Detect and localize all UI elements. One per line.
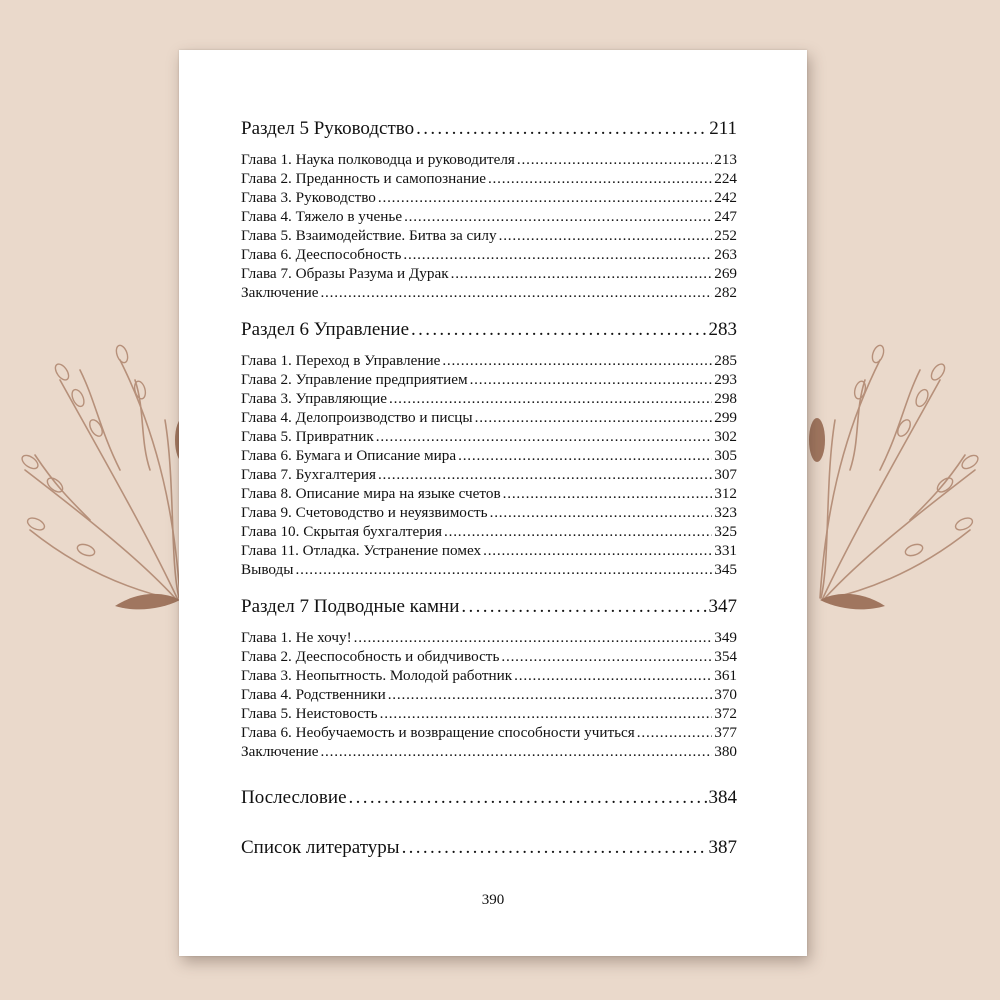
chapter-entry — [241, 647, 737, 666]
chapter-entry-title: Глава 5. Неистовость — [241, 705, 378, 722]
chapter-entry-page: 247 — [714, 208, 737, 225]
chapter-entry-page: 377 — [714, 724, 737, 741]
bibliography-entry-title: Список литературы — [241, 837, 400, 858]
chapter-entry-title: Глава 9. Счетоводство и неуязвимость — [241, 504, 488, 521]
chapter-entry — [241, 188, 737, 207]
dot-leader — [416, 116, 707, 142]
dot-leader — [376, 427, 712, 446]
chapter-entry-title: Глава 11. Отладка. Устранение помех — [241, 542, 482, 559]
chapter-entry-title: Заключение — [241, 284, 319, 301]
chapter-entry — [241, 522, 737, 541]
chapter-entry-title: Глава 7. Образы Разума и Дурак — [241, 265, 449, 282]
chapter-entry-page: 323 — [714, 504, 737, 521]
chapter-entry-title: Глава 2. Дееспособность и обидчивость — [241, 648, 500, 665]
chapter-entry — [241, 446, 737, 465]
chapter-entry-title: Глава 10. Скрытая бухгалтерия — [241, 523, 443, 540]
chapter-entry-page: 305 — [714, 447, 737, 464]
chapter-entry-title: Глава 7. Бухгалтерия — [241, 466, 376, 483]
section-heading-page: 283 — [708, 319, 737, 340]
dot-leader — [442, 351, 712, 370]
section-heading-page: 211 — [709, 118, 737, 139]
chapter-entry-title: Глава 5. Взаимодействие. Битва за силу — [241, 227, 497, 244]
chapter-entry-page: 252 — [714, 227, 737, 244]
bibliography-entry — [241, 835, 737, 861]
dot-leader — [389, 389, 712, 408]
chapter-entry — [241, 685, 737, 704]
chapter-entry-title: Заключение — [241, 743, 319, 760]
chapter-entry-page: 242 — [714, 189, 737, 206]
dot-leader — [296, 560, 713, 579]
dot-leader — [517, 150, 712, 169]
page-number: 390 — [481, 892, 505, 908]
chapter-entry-title: Глава 3. Неопытность. Молодой работник — [241, 667, 513, 684]
chapter-entry-page: 263 — [714, 246, 737, 263]
book-page — [179, 50, 807, 956]
chapter-entry — [241, 541, 737, 560]
chapter-entry — [241, 427, 737, 446]
afterword-entry-title: Послесловие — [241, 787, 347, 808]
dot-leader — [411, 317, 706, 343]
dot-leader — [483, 541, 712, 560]
dot-leader — [637, 723, 712, 742]
chapter-entry-title: Глава 8. Описание мира на языке счетов — [241, 485, 501, 502]
chapter-entry-title: Глава 1. Переход в Управление — [241, 352, 441, 369]
chapter-entry-title: Глава 4. Делопроизводство и писцы — [241, 409, 473, 426]
chapter-entry — [241, 283, 737, 302]
section-heading-title: Раздел 5 Руководство — [241, 118, 415, 139]
chapter-entry-title: Глава 5. Привратник — [241, 428, 374, 445]
chapter-entry-page: 213 — [714, 151, 737, 168]
chapter-entry-page: 361 — [714, 667, 737, 684]
chapter-entry-title: Выводы — [241, 561, 294, 578]
chapter-entry-page: 331 — [714, 542, 737, 559]
chapter-entry — [241, 370, 737, 389]
dot-leader — [514, 666, 712, 685]
dot-leader — [380, 704, 713, 723]
chapter-entry-page: 269 — [714, 265, 737, 282]
dot-leader — [503, 484, 713, 503]
afterword-entry — [241, 785, 737, 811]
dot-leader — [488, 169, 712, 188]
chapter-entry — [241, 169, 737, 188]
chapter-entry-page: 349 — [714, 629, 737, 646]
dot-leader — [378, 465, 712, 484]
chapter-entry-title: Глава 6. Необучаемость и возвращение способности учиться — [241, 724, 635, 741]
dot-leader — [404, 207, 712, 226]
chapter-entry-page: 298 — [714, 390, 737, 407]
chapter-entry — [241, 226, 737, 245]
chapter-entry — [241, 742, 737, 761]
chapter-entry-title: Глава 4. Тяжело в ученье — [241, 208, 403, 225]
chapter-entry-page: 282 — [714, 284, 737, 301]
section-heading-title: Раздел 6 Управление — [241, 319, 410, 340]
chapter-entry — [241, 560, 737, 579]
dot-leader — [470, 370, 713, 389]
chapter-entry-page: 312 — [714, 485, 737, 502]
chapter-entry-page: 307 — [714, 466, 737, 483]
dot-leader — [388, 685, 713, 704]
dot-leader — [320, 742, 712, 761]
chapter-entry — [241, 666, 737, 685]
chapter-entry-page: 345 — [714, 561, 737, 578]
dot-leader — [349, 785, 707, 811]
chapter-entry — [241, 389, 737, 408]
dot-leader — [320, 283, 712, 302]
chapter-entry-page: 299 — [714, 409, 737, 426]
chapter-entry-page: 302 — [714, 428, 737, 445]
chapter-entry-title: Глава 6. Бумага и Описание мира — [241, 447, 457, 464]
dot-leader — [402, 835, 707, 861]
chapter-entry — [241, 628, 737, 647]
dot-leader — [458, 446, 712, 465]
chapter-entry-title: Глава 1. Наука полководца и руководителя — [241, 151, 515, 168]
chapter-entry — [241, 465, 737, 484]
dot-leader — [444, 522, 712, 541]
chapter-entry-page: 372 — [714, 705, 737, 722]
chapter-entry — [241, 264, 737, 283]
chapter-entry-title: Глава 2. Преданность и самопознание — [241, 170, 486, 187]
chapter-entry-title: Глава 6. Дееспособность — [241, 246, 402, 263]
chapter-entry-title: Глава 3. Руководство — [241, 189, 376, 206]
chapter-entry — [241, 351, 737, 370]
chapter-entry-title: Глава 2. Управление предприятием — [241, 371, 468, 388]
bibliography-entry-page: 387 — [708, 837, 737, 858]
chapter-entry — [241, 503, 737, 522]
dot-leader — [461, 594, 706, 620]
dot-leader — [490, 503, 713, 522]
section-heading — [241, 317, 737, 343]
chapter-entry — [241, 150, 737, 169]
chapter-entry-page: 285 — [714, 352, 737, 369]
chapter-entry — [241, 245, 737, 264]
chapter-entry — [241, 704, 737, 723]
dot-leader — [354, 628, 713, 647]
dot-leader — [403, 245, 712, 264]
chapter-entry — [241, 484, 737, 503]
dot-leader — [378, 188, 712, 207]
chapter-entry-page: 293 — [714, 371, 737, 388]
chapter-entry-page: 370 — [714, 686, 737, 703]
section-heading-page: 347 — [708, 596, 737, 617]
chapter-entry-title: Глава 4. Родственники — [241, 686, 386, 703]
chapter-entry-page: 224 — [714, 170, 737, 187]
section-heading-title: Раздел 7 Подводные камни — [241, 596, 460, 617]
chapter-entry-page: 380 — [714, 743, 737, 760]
section-heading — [241, 116, 737, 142]
section-heading — [241, 594, 737, 620]
chapter-entry-title: Глава 3. Управляющие — [241, 390, 387, 407]
chapter-entry-title: Глава 1. Не хочу! — [241, 629, 352, 646]
chapter-entry-page: 354 — [714, 648, 737, 665]
chapter-entry — [241, 723, 737, 742]
afterword-entry-page: 384 — [708, 787, 737, 808]
dot-leader — [501, 647, 712, 666]
chapter-entry — [241, 207, 737, 226]
chapter-entry — [241, 408, 737, 427]
table-of-contents — [241, 116, 737, 861]
dot-leader — [475, 408, 713, 427]
dot-leader — [451, 264, 713, 283]
dot-leader — [499, 226, 713, 245]
chapter-entry-page: 325 — [714, 523, 737, 540]
